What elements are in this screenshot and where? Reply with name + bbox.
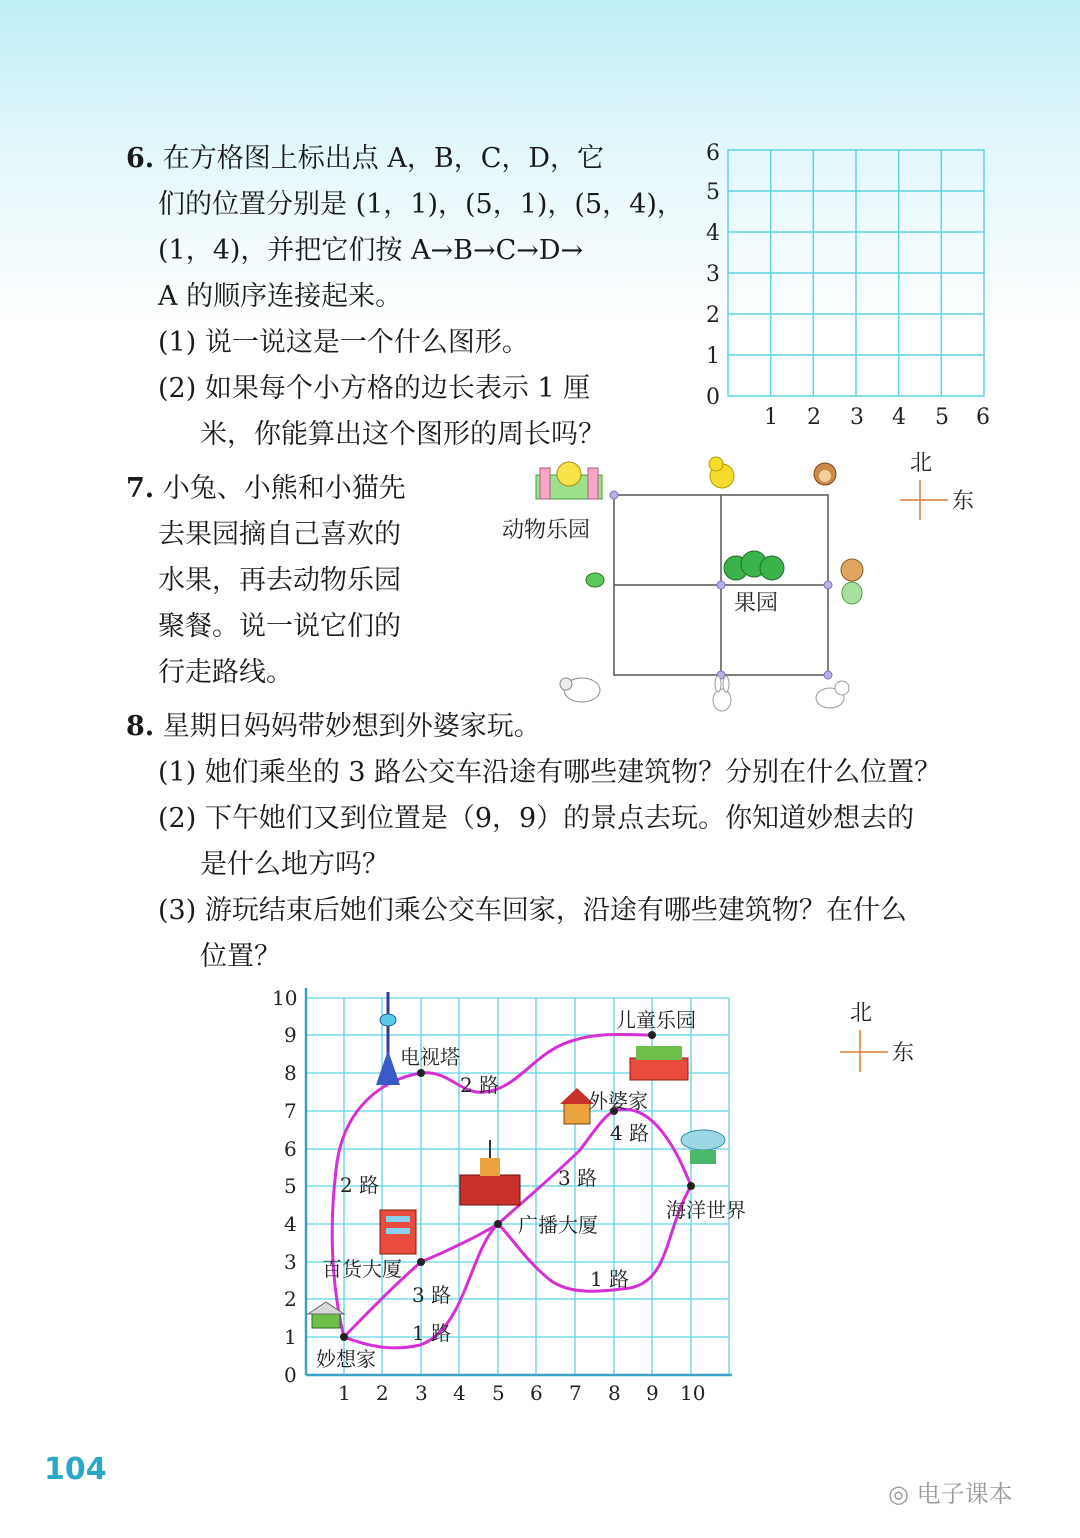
q7-map [500, 450, 980, 720]
x-tick: 7 [569, 1381, 582, 1405]
tv-tower-icon [376, 992, 400, 1085]
chick-icon [709, 457, 734, 488]
childrens-park-icon [630, 1046, 688, 1080]
q7-line-2: 去果园摘自己喜欢的 [158, 519, 401, 550]
x-tick: 3 [850, 405, 864, 430]
route-label: 2 路 [340, 1173, 380, 1197]
x-tick: 6 [976, 405, 990, 430]
x-tick: 5 [935, 405, 949, 430]
q7-line-5: 行走路线。 [158, 657, 293, 688]
frog-icon [586, 573, 604, 587]
y-tick: 6 [706, 141, 720, 166]
x-tick: 3 [415, 1381, 428, 1405]
q6-sub-1: (1) 说一说这是一个什么图形。 [158, 327, 529, 358]
broadcast-building-icon [460, 1140, 520, 1205]
y-tick: 5 [706, 180, 720, 205]
y-tick: 2 [284, 1287, 297, 1311]
q8-line-1: 8. 星期日妈妈带妙想到外婆家玩。 [126, 711, 541, 742]
y-tick: 9 [284, 1023, 297, 1047]
q8-map [270, 980, 930, 1420]
page-number: 104 [44, 1452, 107, 1487]
q7-line-4: 聚餐。说一说它们的 [158, 611, 401, 642]
x-tick: 6 [530, 1381, 543, 1405]
department-store-label: 百货大厦 [322, 1257, 402, 1281]
route-label: 3 路 [558, 1166, 598, 1190]
x-tick: 4 [453, 1381, 466, 1405]
q8-sub-2: (2) 下午她们又到位置是（9，9）的景点去玩。你知道妙想去的 [158, 803, 915, 834]
watermark: ◎ 电子课本 [888, 1480, 1013, 1508]
q6-line-4: A 的顺序连接起来。 [158, 281, 403, 312]
x-tick: 5 [492, 1381, 505, 1405]
x-tick: 4 [892, 405, 906, 430]
y-tick: 10 [272, 986, 298, 1010]
x-tick: 10 [680, 1381, 706, 1405]
y-tick: 2 [706, 303, 720, 328]
q7-compass [900, 451, 974, 520]
east-label: 东 [892, 1041, 915, 1066]
north-label: 北 [850, 1001, 873, 1026]
y-tick: 4 [284, 1212, 297, 1236]
x-tick: 2 [807, 405, 821, 430]
orchard-label: 果园 [734, 591, 779, 616]
y-tick: 0 [706, 385, 720, 410]
route-label: 4 路 [610, 1121, 650, 1145]
sheep-icon [560, 678, 600, 702]
grandma-home-label: 外婆家 [588, 1089, 648, 1113]
ocean-world-icon [681, 1130, 725, 1164]
q6-grid [690, 140, 1000, 440]
x-tick: 1 [338, 1381, 351, 1405]
q8-sub-3: (3) 游玩结束后她们乘公交车回家，沿途有哪些建筑物？在什么 [158, 895, 907, 926]
north-label: 北 [910, 451, 933, 476]
tv-tower-label: 电视塔 [400, 1045, 460, 1069]
childrens-park-label: 儿童乐园 [616, 1008, 696, 1032]
y-tick: 8 [284, 1061, 297, 1085]
y-tick: 7 [284, 1099, 297, 1123]
q6-line-2: 们的位置分别是 (1，1)，(5，1)，(5，4)， [158, 189, 684, 220]
route-label: 3 路 [412, 1283, 452, 1307]
q8-sub-2-cont: 是什么地方吗？ [200, 849, 389, 880]
broadcast-building-label: 广播大厦 [518, 1213, 598, 1237]
ocean-world-label: 海洋世界 [666, 1198, 746, 1222]
x-tick: 8 [608, 1381, 621, 1405]
q6-line-3: (1，4)，并把它们按 A→B→C→D→ [158, 235, 584, 266]
q8-compass [840, 1001, 914, 1072]
monkey-icon [814, 463, 836, 485]
miaoxiang-home-label: 妙想家 [316, 1347, 376, 1371]
x-tick: 2 [376, 1381, 389, 1405]
q6-sub-2-cont: 米，你能算出这个图形的周长吗？ [200, 419, 605, 450]
rabbit-icon [713, 676, 731, 711]
q8-sub-3-cont: 位置？ [200, 941, 281, 972]
route-label: 1 路 [590, 1267, 630, 1291]
y-tick: 1 [284, 1325, 297, 1349]
route-label: 1 路 [412, 1321, 452, 1345]
y-tick: 6 [284, 1137, 297, 1161]
y-tick: 5 [284, 1174, 297, 1198]
zoo-gate-icon [536, 462, 602, 499]
x-tick: 1 [764, 405, 778, 430]
bear-icon [841, 559, 863, 604]
y-tick: 4 [706, 221, 720, 246]
x-tick: 9 [646, 1381, 659, 1405]
wechat-icon: ◎ [888, 1480, 917, 1508]
q8-sub-1: (1) 她们乘坐的 3 路公交车沿途有哪些建筑物？分别在什么位置？ [158, 757, 942, 788]
y-tick: 0 [284, 1363, 297, 1387]
zoo-label: 动物乐园 [502, 518, 591, 543]
q6-sub-2: (2) 如果每个小方格的边长表示 1 厘 [158, 373, 591, 404]
orchard-trees-icon [724, 551, 784, 580]
east-label: 东 [952, 489, 975, 514]
y-tick: 3 [706, 262, 720, 287]
q7-line-1: 7. 小兔、小熊和小猫先 [126, 473, 406, 504]
department-store-icon [380, 1210, 416, 1254]
y-tick: 3 [284, 1250, 297, 1274]
cat-icon [816, 681, 849, 708]
q6-line-1: 6. 在方格图上标出点 A，B，C，D，它 [126, 143, 605, 174]
route-label: 2 路 [460, 1073, 500, 1097]
q7-line-3: 水果，再去动物乐园 [158, 565, 401, 596]
y-tick: 1 [706, 344, 720, 369]
